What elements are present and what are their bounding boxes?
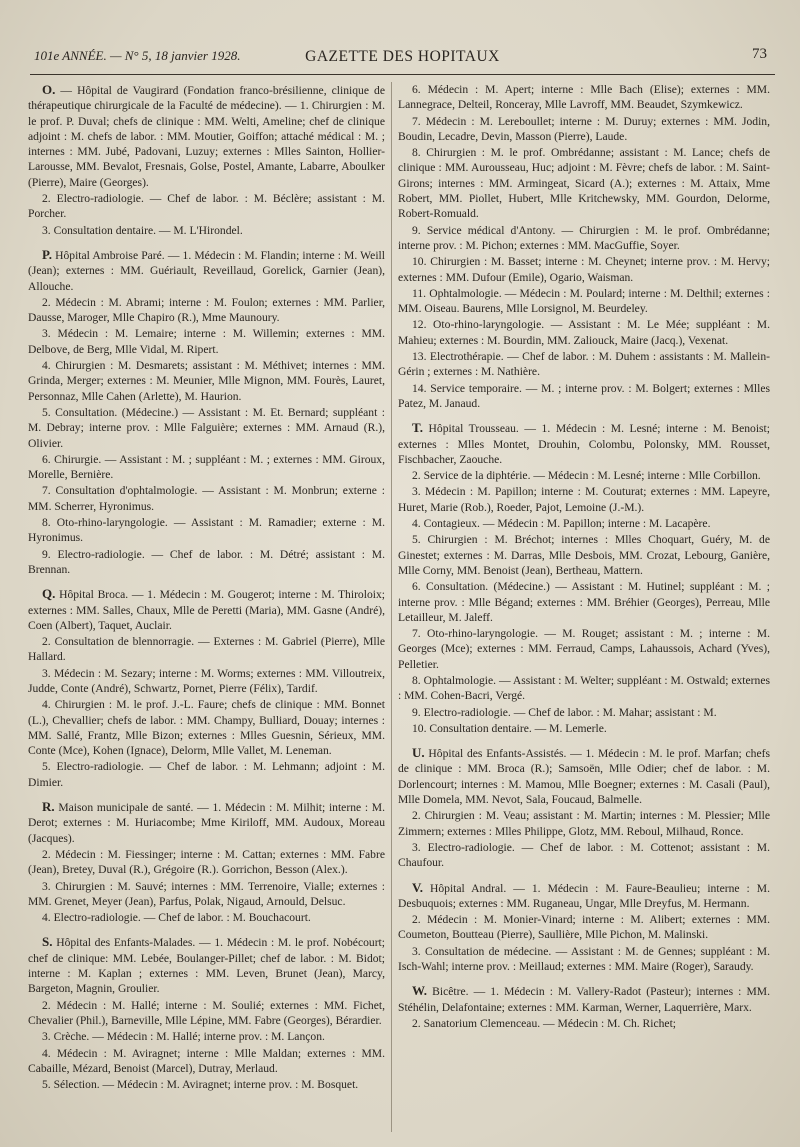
entry-text: 7. Oto-rhino-laryngologie. — M. Rouget; assistant : M. ; interne : M. Georges (Mce); externes : MM. Ferraud, Camps, Lahaussois, Achard (Yves), Pelletier. — [398, 627, 770, 671]
service-entry — [398, 532, 770, 578]
entry-text: 7. Médecin : M. Lereboullet; interne : M. Duruy; externes : MM. Jodin, Boudin, Lecadre, Devin, Masson (Pierre), Laude. — [398, 114, 770, 143]
hospital-heading-entry — [398, 983, 770, 1015]
entry-text: 6. Chirurgie. — Assistant : M. ; suppléant : M. ; externes : MM. Giroux, Morelle, Bernière. — [28, 452, 385, 482]
right-column — [398, 82, 770, 1032]
section-gap — [398, 975, 770, 983]
entry-text: 3. Médecin : M. Papillon; interne : M. Couturat; externes : MM. Lapeyre, Huret, Marie (Rob.), Roeder, Pajot, Lemoine (J.-M.). — [398, 485, 770, 514]
entry-text: 2. Service de la diphtérie. — Médecin : M. Lesné; interne : Mlle Corbillon. — [412, 469, 761, 483]
section-letter: U. — [412, 745, 425, 761]
hospital-heading-entry — [28, 934, 385, 996]
hospital-heading-entry — [398, 745, 770, 807]
entry-text: 9. Service médical d'Antony. — Chirurgien : M. le prof. Ombrédanne; interne prov. : M. Pichon; externes : MM. MacGuffie, Soyer. — [398, 223, 770, 252]
page-header — [30, 38, 775, 75]
service-entry — [28, 223, 385, 238]
service-entry — [28, 1046, 385, 1077]
entry-text: 2. Médecin : M. Monier-Vinard; interne : M. Alibert; externes : MM. Coumeton, Boutteau (Pierre), Saullière, Mlle Pichon, M. Malinski. — [398, 913, 770, 942]
entry-text: 4. Chirurgien : M. Desmarets; assistant : M. Méthivet; internes : MM. Grinda, Merger; externes : M. Meunier, Mlle Mignon, MM. Fourès, Lauret, Personnaz, Mlle Cahen (Arlette), M. Haurion. — [28, 359, 385, 403]
entry-text: 3. Consultation dentaire. — M. L'Hirondel. — [42, 223, 243, 237]
service-entry — [398, 254, 770, 285]
service-entry — [398, 912, 770, 943]
section-gap — [28, 239, 385, 247]
entry-text: 3. Consultation de médecine. — Assistant : M. de Gennes; suppléant : M. Isch-Wahl; interne prov. : Meillaud; externes : MM. Maire (Roger), Saraudy. — [398, 944, 770, 974]
service-entry — [398, 381, 770, 412]
service-entry — [28, 879, 385, 910]
entry-text: 7. Consultation d'ophtalmologie. — Assistant : M. Monbrun; externe : MM. Scherrer, Hyronimus. — [28, 484, 385, 513]
entry-text: Hôpital Andral. — 1. Médecin : M. Faure-Beaulieu; interne : M. Desbuquois; externes : MM. Ruganeau, Ungar, Mlle Dreyfus, M. Hermann. — [398, 881, 770, 910]
hospital-heading-entry — [28, 586, 385, 633]
service-entry — [398, 721, 770, 736]
service-entry — [398, 484, 770, 515]
service-entry — [398, 840, 770, 871]
service-entry — [398, 1016, 770, 1031]
entry-text: 10. Chirurgien : M. Basset; interne : M. Cheynet; interne prov. : M. Hervy; externes : MM. Dufour (Emile), Ogario, Waisman. — [398, 255, 770, 284]
service-entry — [28, 634, 385, 665]
issue-line: 101e ANNÉE. — N° 5, 18 janvier 1928. — [34, 48, 241, 63]
entry-text: 4. Chirurgien : M. le prof. J.-L. Faure; chefs de clinique : MM. Bonnet (L.), Chevallier; chefs de labor. : MM. Champy, Bulliard, Douay; internes : MM. Sallé, Frantz, Mlle Bizon; externes : Mlles Guesnin, Sérieux, MM. Conte (Mce), Kohen (Ignace), Delorm, Mlle Vallet, M. Leneman. — [28, 698, 385, 758]
entry-text: 2. Médecin : M. Hallé; interne : M. Soulié; externes : MM. Fichet, Chevalier (Phil.), Barneville, Mlle Lépine, MM. Fabre (Georges), Bérardier. — [28, 998, 385, 1027]
entry-text: 14. Service temporaire. — M. ; interne prov. : M. Bolgert; externes : Mlles Patez, M. Janaud. — [398, 381, 770, 410]
hospital-heading-entry — [28, 82, 385, 190]
entry-text: Maison municipale de santé. — 1. Médecin : M. Milhit; interne : M. Derot; externes : M. Huriacombe; Mme Kiriloff, MM. Audoux, Moreau (Jacques). — [28, 801, 385, 845]
entry-text: 12. Oto-rhino-laryngologie. — Assistant : M. Le Mée; suppléant : M. Mahieu; externes : M. Bourdin, MM. Zaliouck, Maire (Jacq.), Vexenat. — [398, 318, 770, 347]
entry-text: 2. Chirurgien : M. Veau; assistant : M. Martin; internes : M. Plessier; Mlle Zimmern; externes : Mlles Philippe, Glotz, MM. Reboul, Milhaud, Ronce. — [398, 809, 770, 838]
hospital-heading-entry — [28, 247, 385, 294]
service-entry — [398, 317, 770, 348]
section-gap — [28, 926, 385, 934]
section-gap — [398, 412, 770, 420]
entry-text: 3. Electro-radiologie. — Chef de labor. : M. Cottenot; assistant : M. Chaufour. — [398, 840, 770, 870]
service-entry — [398, 223, 770, 254]
entry-text: Hôpital Broca. — 1. Médecin : M. Gougerot; interne : M. Thiroloix; externes : MM. Salles, Chaux, Mlle de Peretti (Maria), MM. Gasne (André), Coen (Albert), Taquet, Auclair. — [28, 588, 385, 632]
section-gap — [398, 872, 770, 880]
service-entry — [398, 944, 770, 975]
entry-text: 5. Chirurgien : M. Bréchot; internes : Mlles Choquart, Guéry, M. de Ginestet; externes : M. Darras, Mlle Desbois, MM. Crozat, Lebourg, Ganière, Mlle Corny, MM. Benoist (Jean), Bertheau, Mattern. — [398, 533, 770, 577]
section-gap — [28, 578, 385, 586]
entry-text: 6. Médecin : M. Apert; interne : Mlle Bach (Elise); externes : MM. Lannegrace, Delteil, Ronceray, Mlle Lavroff, MM. Beaudet, Szymkewicz. — [398, 83, 770, 112]
section-letter: R. — [42, 799, 55, 815]
hospital-heading-entry — [398, 880, 770, 912]
entry-text: 4. Electro-radiologie. — Chef de labor. : M. Bouchacourt. — [42, 911, 311, 925]
entry-text: 2. Electro-radiologie. — Chef de labor. : M. Béclère; assistant : M. Porcher. — [28, 192, 385, 221]
entry-text: — Hôpital de Vaugirard (Fondation franco-brésilienne, clinique de thérapeutique chirurgicale de la Faculté de médecine). — 1. Chirurgien : M. le prof. P. Duval; chefs de clinique : MM. Welti, Ameline; chef de clinique adjoint : M. chefs de labor. : MM. Moutier, Goiffon; attaché médical : M. ; internes : MM. Jubé, Padovani, Luzuy; externes : Mlles Sainton, Hollier-Larousse, MM. Bevalot, Fresnais, Golse, Postel, Amante, Labarre, Aboulker (Pierre), Maire (Georges). — [28, 84, 385, 189]
entry-text: 9. Electro-radiologie. — Chef de labor. : M. Mahar; assistant : M. — [412, 705, 717, 719]
service-entry — [398, 516, 770, 531]
section-letter: S. — [42, 934, 53, 950]
entry-text: 8. Ophtalmologie. — Assistant : M. Welter; suppléant : M. Ostwald; externes : MM. Cohen-Bacri, Vergé. — [398, 673, 770, 703]
page-number: 73 — [752, 46, 767, 62]
entry-text: 10. Consultation dentaire. — M. Lemerle. — [412, 721, 607, 735]
entry-text: 3. Crèche. — Médecin : M. Hallé; interne prov. : M. Lançon. — [42, 1030, 325, 1044]
entry-text: Hôpital Ambroise Paré. — 1. Médecin : M. Flandin; interne : M. Weill (Jean); externes : MM. Guériault, Reveillaud, Gorelick, Garnier (Jean), Allouche. — [28, 248, 385, 293]
entry-text: 5. Electro-radiologie. — Chef de labor. : M. Lehmann; adjoint : M. Dimier. — [28, 760, 385, 789]
entry-text: 5. Consultation. (Médecine.) — Assistant : M. Et. Bernard; suppléant : M. Debray; interne prov. : Mlle Falguière; externes : MM. Arnaud (R.), Olivier. — [28, 405, 385, 450]
service-entry — [28, 452, 385, 483]
service-entry — [28, 358, 385, 404]
publication-title: GAZETTE DES HOPITAUX — [305, 48, 500, 65]
entry-text: 2. Médecin : M. Fiessinger; interne : M. Cattan; externes : MM. Fabre (Jean), Bretey, Duval (R.), Grégoire (R.). Gorrichon, Besson (Alex.). — [28, 847, 385, 877]
entry-text: 3. Médecin : M. Sezary; interne : M. Worms; externes : MM. Villoutreix, Judde, Conte (André), Schwartz, Pornet, Pierre (Félix), Tardif. — [28, 666, 385, 695]
entry-text: 8. Chirurgien : M. le prof. Ombrédanne; assistant : M. Lance; chefs de clinique : MM. Aurousseau, Huc; adjoint : M. Fèvre; chefs de labor. : M. Saint-Girons; internes : MM. Armingeat, Sicard (A.); externes : M. Attaix, Mme Robert, MM. Piollet, Hubert, Mlle Kritchewsky, MM. Gourdon, Delorme, Robert-Romuald. — [398, 146, 770, 221]
entry-text: Bicêtre. — 1. Médecin : M. Vallery-Radot (Pasteur); internes : MM. Stéhélin, Delafontaine; externes : MM. Karman, Werner, Laquerrière, Marx. — [398, 985, 770, 1014]
entry-text: 4. Médecin : M. Aviragnet; interne : Mlle Maldan; externes : MM. Cabaille, Mézard, Benoist (Marcel), Dutray, Merlaud. — [28, 1046, 385, 1075]
service-entry — [398, 705, 770, 720]
service-entry — [28, 191, 385, 222]
service-entry — [28, 697, 385, 758]
left-column — [28, 82, 385, 1093]
column-divider — [391, 82, 392, 1132]
entry-text: 5. Sélection. — Médecin : M. Aviragnet; interne prov. : M. Bosquet. — [42, 1078, 359, 1092]
section-letter: V. — [412, 879, 423, 895]
service-entry — [28, 1029, 385, 1044]
hospital-heading-entry — [28, 799, 385, 846]
service-entry — [28, 295, 385, 326]
service-entry — [28, 326, 385, 357]
entry-text: Hôpital Trousseau. — 1. Médecin : M. Lesné; interne : M. Benoist; externes : Mlles Montet, Drouhin, Colombu, Polonsky, MM. Rousset, Fischbacher, Zaouche. — [398, 422, 770, 466]
entry-text: 2. Médecin : M. Abrami; interne : M. Foulon; externes : MM. Parlier, Dausse, Maroger, Mlle Chapiro (R.), Mme Maunoury. — [28, 295, 385, 325]
entry-text: 13. Electrothérapie. — Chef de labor. : M. Duhem : assistants : M. Mallein-Gérin ; externes : M. Nathière. — [398, 350, 770, 379]
service-entry — [28, 666, 385, 697]
section-letter: T. — [412, 420, 423, 436]
section-gap — [28, 791, 385, 799]
entry-text: 2. Sanatorium Clemenceau. — Médecin : M. Ch. Richet; — [412, 1016, 677, 1030]
service-entry — [398, 349, 770, 380]
hospital-heading-entry — [398, 420, 770, 467]
entry-text: 8. Oto-rhino-laryngologie. — Assistant : M. Ramadier; externe : M. Hyronimus. — [28, 516, 385, 545]
service-entry — [398, 82, 770, 113]
service-entry — [398, 114, 770, 145]
section-letter: W. — [412, 983, 428, 999]
service-entry — [398, 808, 770, 839]
section-gap — [398, 737, 770, 745]
service-entry — [28, 547, 385, 578]
service-entry — [28, 847, 385, 878]
service-entry — [28, 759, 385, 790]
service-entry — [28, 405, 385, 451]
entry-text: 11. Ophtalmologie. — Médecin : M. Poulard; interne : M. Delthil; externes : MM. Oiseau. Baurens, Mlle Lorsignol, M. Beurdeley. — [398, 286, 770, 316]
entry-text: 3. Chirurgien : M. Sauvé; internes : MM. Terrenoire, Vialle; externes : MM. Grenet, Meyer (Jean), Parfus, Polak, Nigaud, Arnould, Delsuc. — [28, 879, 385, 908]
service-entry — [28, 483, 385, 514]
section-letter: O. — [42, 82, 56, 97]
service-entry — [28, 515, 385, 546]
section-letter: P. — [42, 246, 52, 262]
service-entry — [28, 998, 385, 1029]
entry-text: Hôpital des Enfants-Malades. — 1. Médecin : M. le prof. Nobécourt; chef de clinique: MM. Lebée, Boulanger-Pillet; chef de labor. : M. Bidot; interne : M. Kaplan ; externes : MM. Leven, Brunet (Jean), Marcy, Bargeton, Magnin, Groulier. — [28, 936, 385, 996]
entry-text: 9. Electro-radiologie. — Chef de labor. : M. Détré; assistant : M. Brennan. — [28, 547, 385, 576]
service-entry — [398, 145, 770, 221]
service-entry — [28, 1077, 385, 1092]
entry-text: Hôpital des Enfants-Assistés. — 1. Médecin : M. le prof. Marfan; chefs de clinique : MM. Broca (R.); Samsoën, Mlle Odier; chef de labor. : M. Dorlencourt; internes : M. Mamou, Mlle Boegner; externes : M. Casali (Paul), Mlle Domela, MM. Nevot, Sala, Foucaud, Balmelle. — [398, 747, 770, 807]
entry-text: 4. Contagieux. — Médecin : M. Papillon; interne : M. Lacapère. — [412, 517, 711, 531]
entry-text: 2. Consultation de blennorragie. — Externes : M. Gabriel (Pierre), Mlle Hallard. — [28, 635, 385, 664]
entry-text: 3. Médecin : M. Lemaire; interne : M. Willemin; externes : MM. Delbove, de Berg, Mlle Vidal, M. Ripert. — [28, 327, 385, 356]
service-entry — [28, 910, 385, 925]
service-entry — [398, 468, 770, 483]
service-entry — [398, 579, 770, 625]
entry-text: 6. Consultation. (Médecine.) — Assistant : M. Hutinel; suppléant : M. ; interne prov. : Mlle Bégand; externes : MM. Bréhier (Georges), Perreau, Mlle Letailleur, M. Jaleff. — [398, 580, 770, 624]
service-entry — [398, 286, 770, 317]
service-entry — [398, 626, 770, 672]
service-entry — [398, 673, 770, 704]
section-letter: Q. — [42, 586, 56, 602]
